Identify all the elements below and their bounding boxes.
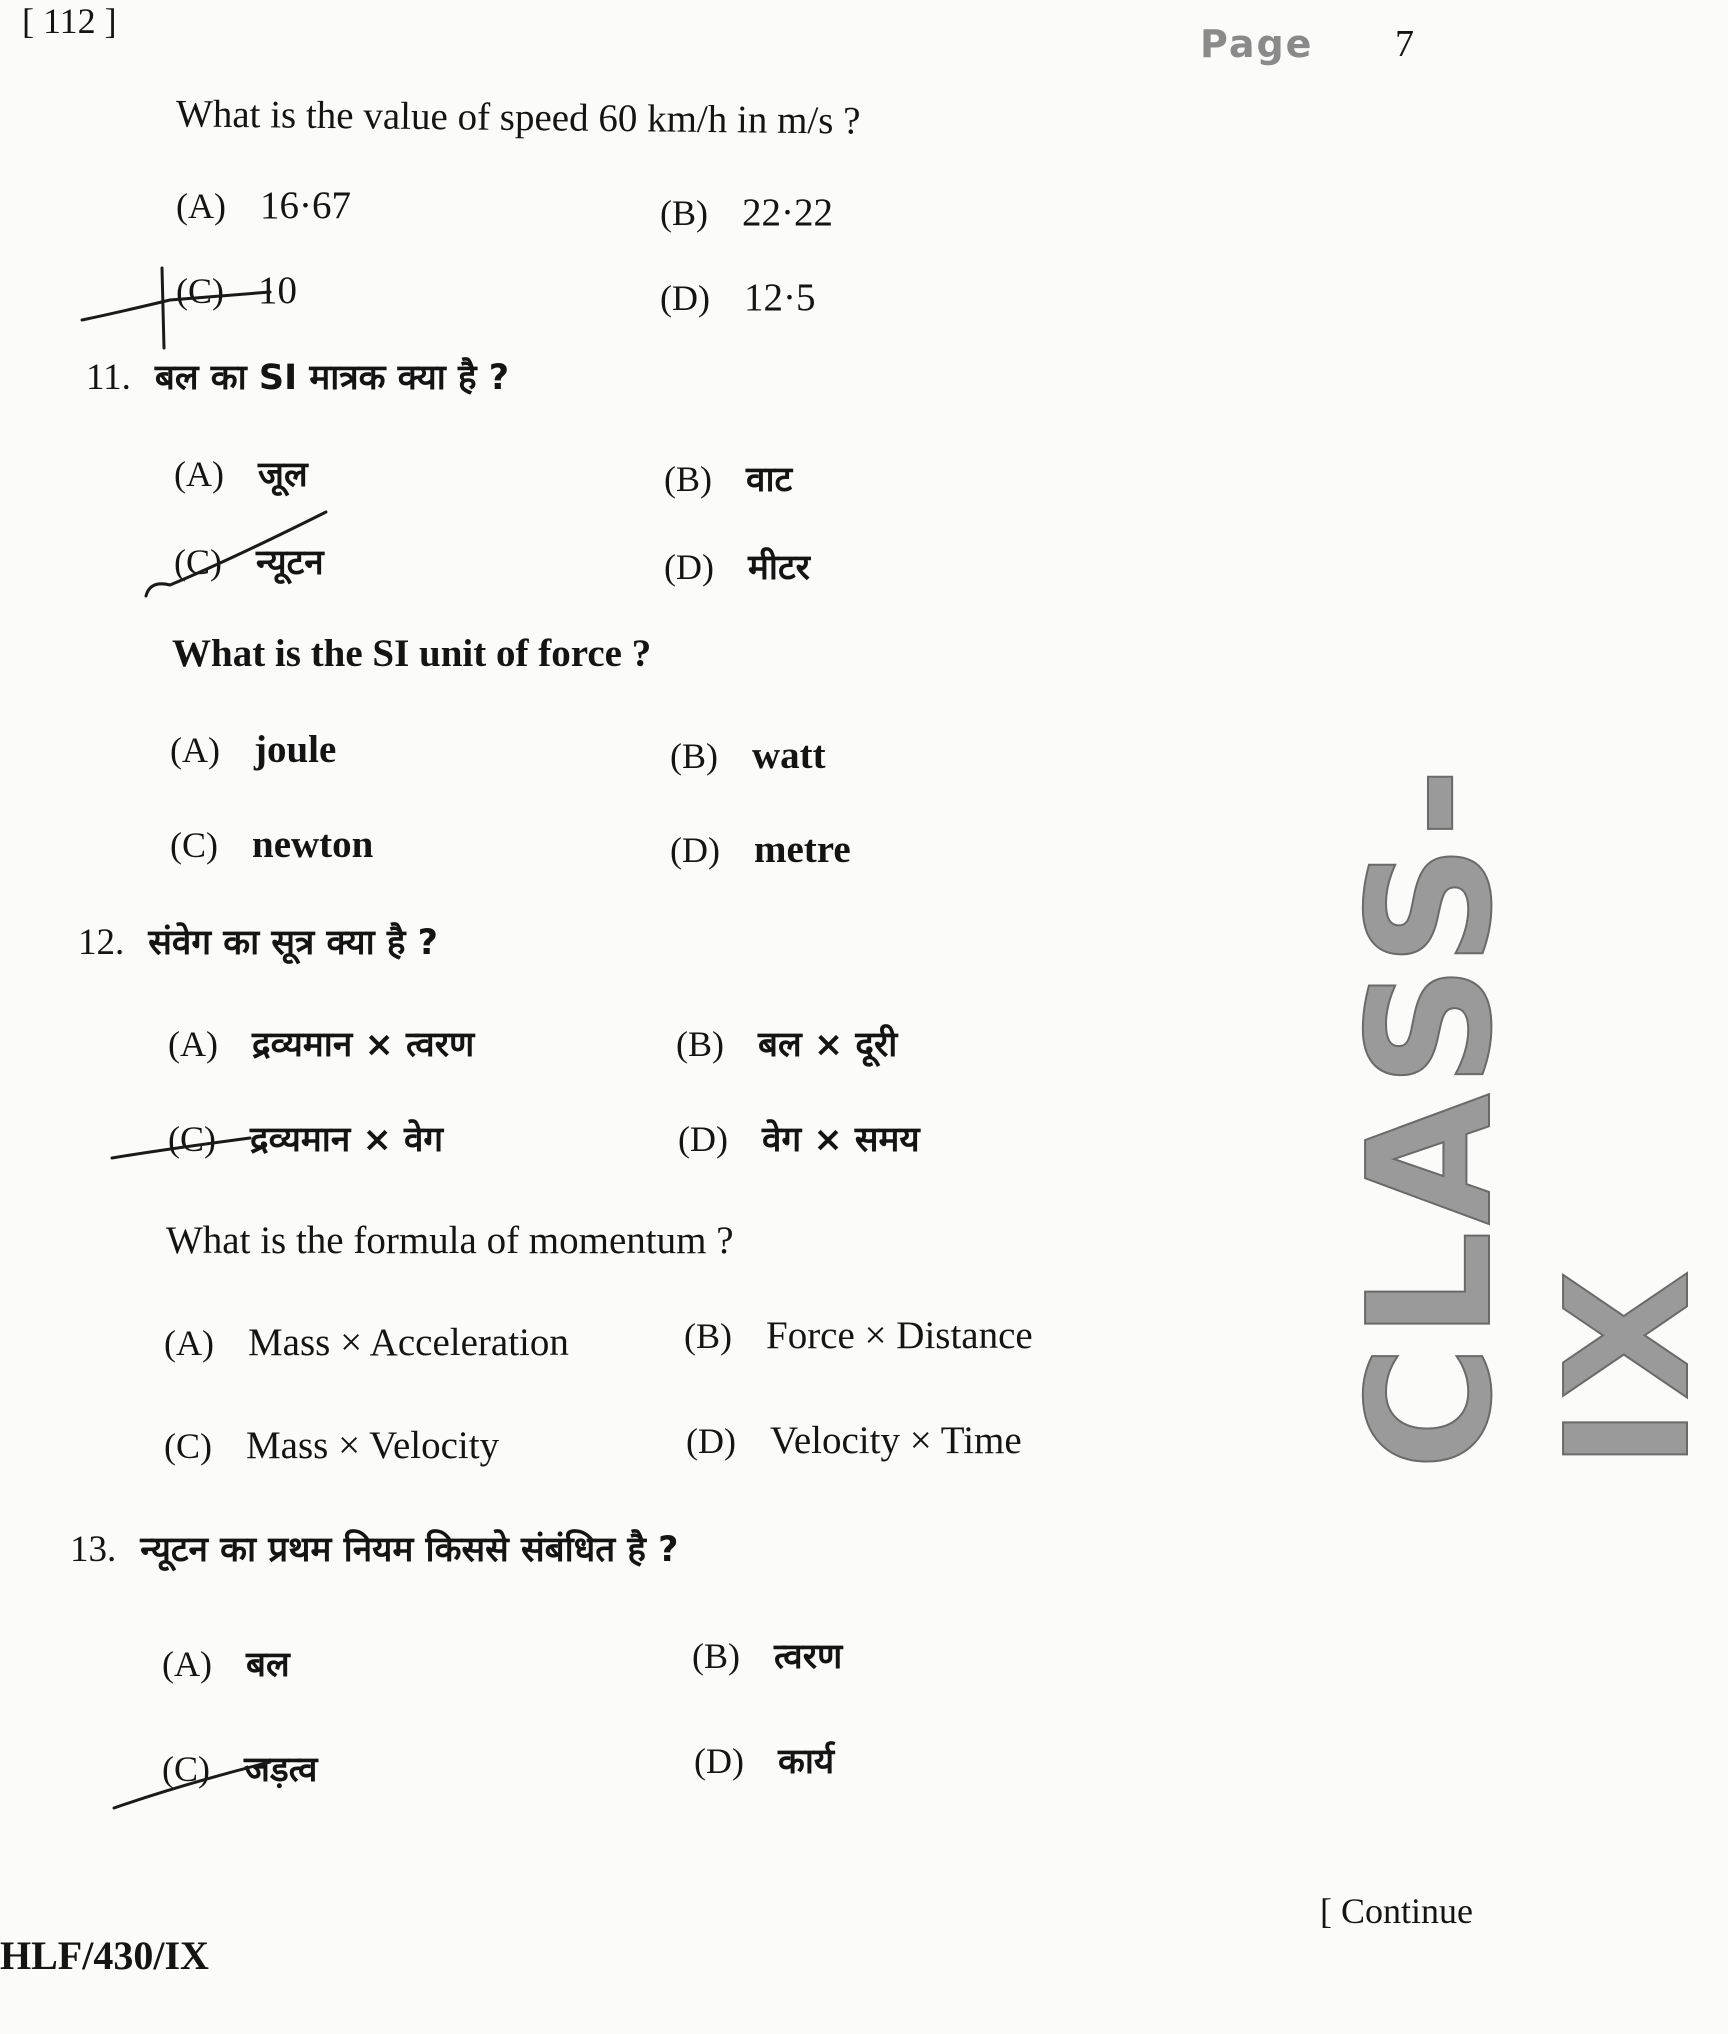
- q11-english-option-d: [670, 827, 851, 872]
- q11-english-question: What is the SI unit of force ?: [172, 632, 652, 675]
- option-label: (D): [670, 830, 720, 870]
- option-text: कार्य: [777, 1742, 835, 1782]
- option-label: (B): [664, 459, 712, 499]
- option-text: 16·67: [259, 184, 351, 227]
- option-text: बल × दूरी: [758, 1025, 898, 1065]
- option-text: त्वरण: [774, 1637, 843, 1677]
- option-text: न्यूटन: [256, 543, 324, 583]
- option-label: (B): [692, 1636, 740, 1676]
- question-text: बल का SI मात्रक क्या है ?: [154, 358, 510, 398]
- question-number: 13.: [70, 1529, 117, 1570]
- option-text: 12·5: [743, 276, 816, 319]
- q10-vertical-stroke: [162, 268, 164, 348]
- q11-english-option-b: [670, 733, 826, 778]
- option-text: joule: [253, 728, 337, 771]
- q13-option-a: [162, 1640, 290, 1687]
- q10-english-question: What is the value of speed 60 km/h in m/s ?: [175, 92, 861, 143]
- option-text: Force × Distance: [766, 1314, 1033, 1357]
- q12-english-option-b: [684, 1313, 1033, 1358]
- q10-option-d: [660, 275, 815, 320]
- q12-english-question: What is the formula of momentum ?: [166, 1219, 734, 1262]
- q12-hindi-option-d: [678, 1115, 920, 1162]
- q12-english-option-d: [686, 1418, 1022, 1463]
- q12-hindi-question: [78, 918, 438, 965]
- q11-hindi-question: [86, 353, 509, 400]
- q11-hindi-option-d: [664, 543, 810, 590]
- q13-hindi-question: [70, 1525, 678, 1572]
- q12-hindi-option-b: [676, 1020, 897, 1067]
- option-label: (C): [168, 1119, 216, 1159]
- option-label: (C): [164, 1426, 212, 1466]
- q11-english-option-a: [170, 727, 336, 772]
- option-label: (B): [684, 1316, 732, 1356]
- option-label: (D): [694, 1741, 744, 1781]
- q12-english-option-a: [164, 1320, 569, 1365]
- paper-code: HLF/430/IX: [0, 1933, 209, 1978]
- q13-option-d: [694, 1737, 834, 1784]
- question-number: 11.: [86, 357, 131, 398]
- option-label: (C): [162, 1749, 210, 1789]
- page-reference: [ 112 ]: [22, 1, 117, 41]
- q11-hindi-option-b: [664, 455, 792, 502]
- option-text: वाट: [746, 460, 793, 500]
- option-text: watt: [752, 734, 826, 777]
- option-text: newton: [252, 823, 374, 866]
- option-label: (D): [678, 1119, 728, 1159]
- option-label: (A): [168, 1024, 218, 1064]
- option-label: (D): [686, 1421, 736, 1461]
- option-label: (D): [660, 278, 710, 318]
- option-text: मीटर: [747, 548, 810, 588]
- option-text: Mass × Acceleration: [247, 1321, 569, 1364]
- continue-note: [ Continue: [1320, 1891, 1473, 1931]
- question-text: संवेग का सूत्र क्या है ?: [148, 923, 438, 963]
- option-label: (A): [164, 1323, 214, 1363]
- option-text: जूल: [257, 455, 308, 495]
- option-text: द्रव्यमान × त्वरण: [251, 1025, 475, 1065]
- q13-option-c: [162, 1745, 317, 1792]
- option-label: (B): [660, 193, 708, 233]
- option-text: 10: [258, 269, 297, 312]
- option-text: 22·22: [742, 191, 833, 234]
- option-label: (A): [170, 730, 220, 770]
- option-label: (B): [670, 736, 718, 776]
- option-label: (B): [676, 1024, 724, 1064]
- q10-option-a: [176, 183, 351, 228]
- option-text: द्रव्यमान × वेग: [250, 1120, 444, 1160]
- q13-option-b: [692, 1632, 842, 1679]
- option-text: metre: [753, 828, 851, 871]
- option-label: (A): [174, 454, 224, 494]
- option-label: (A): [176, 186, 226, 226]
- q12-hindi-option-c: [168, 1115, 443, 1162]
- option-text: वेग × समय: [761, 1120, 920, 1160]
- question-text: न्यूटन का प्रथम नियम किससे संबंधित है ?: [140, 1530, 679, 1570]
- page-label: Page: [1200, 22, 1314, 66]
- question-number: 12.: [78, 922, 125, 963]
- option-label: (C): [176, 271, 224, 311]
- q10-option-c: [176, 268, 297, 313]
- q11-hindi-option-c: [174, 538, 324, 585]
- option-text: Mass × Velocity: [246, 1424, 500, 1467]
- q12-hindi-option-a: [168, 1020, 474, 1067]
- option-text: जड़त्व: [244, 1750, 318, 1790]
- q11-english-option-c: [170, 822, 373, 867]
- option-text: Velocity × Time: [769, 1419, 1022, 1462]
- option-text: बल: [245, 1645, 290, 1685]
- q10-option-b: [660, 190, 833, 235]
- option-label: (C): [174, 542, 222, 582]
- class-banner: CLASS-IX: [1332, 761, 1728, 1470]
- q11-hindi-option-a: [174, 450, 308, 497]
- option-label: (C): [170, 825, 218, 865]
- q12-english-option-c: [164, 1423, 499, 1468]
- option-label: (A): [162, 1644, 212, 1684]
- option-label: (D): [664, 547, 714, 587]
- page-number: 7: [1395, 23, 1414, 65]
